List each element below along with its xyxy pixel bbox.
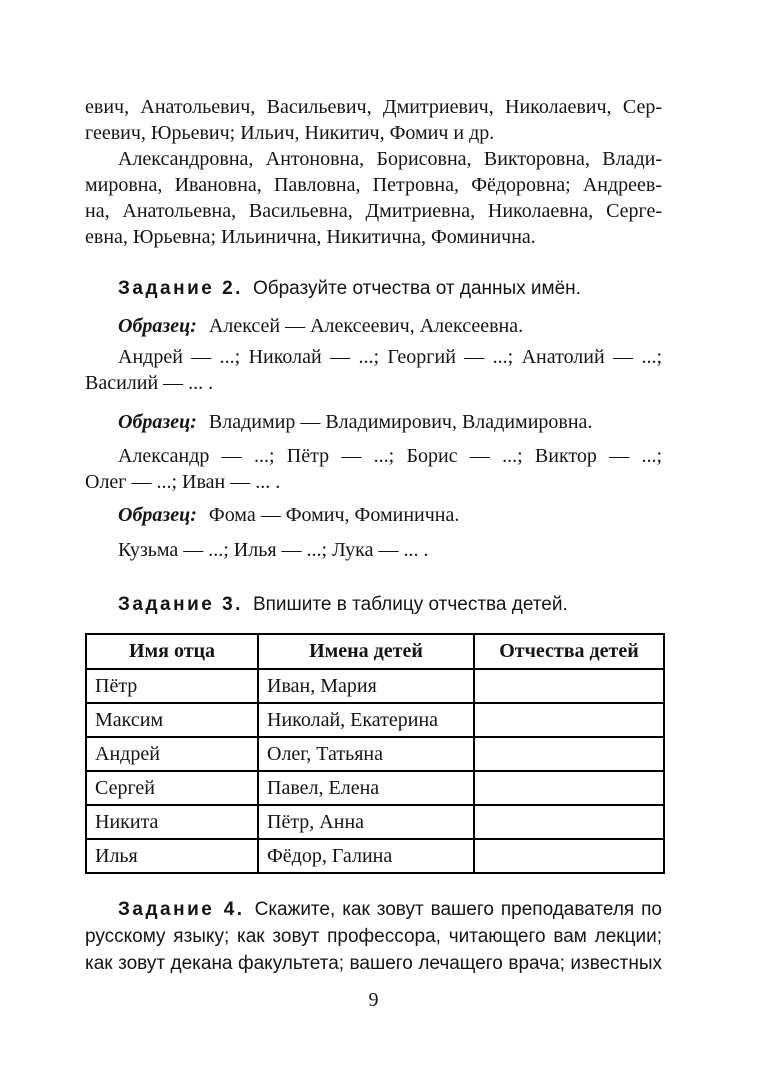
task4-label: Задание 4. xyxy=(118,899,245,920)
table-cell-empty xyxy=(474,737,664,771)
table-cell: Иван, Мария xyxy=(258,669,474,703)
table-cell: Андрей xyxy=(86,737,258,771)
task2-instruction: Образуйте отчества от данных имён. xyxy=(252,278,581,299)
table-cell: Фёдор, Галина xyxy=(258,839,474,873)
exercise-line: Александр — ...; Пётр — ...; Борис — ...; Виктор — ...; xyxy=(118,445,662,467)
task4-text: Скажите, как зовут вашего преподавателя по xyxy=(254,899,662,920)
task4-heading xyxy=(85,896,662,923)
table-cell: Олег, Татьяна xyxy=(258,737,474,771)
table-cell: Николай, Екатерина xyxy=(258,703,474,737)
task3-heading xyxy=(85,592,662,618)
task2-label: Задание 2. xyxy=(118,278,243,299)
table-row xyxy=(86,703,664,737)
table-row xyxy=(86,669,664,703)
sample-line xyxy=(85,502,662,528)
exercise-line: Кузьма — ...; Илья — ...; Лука — ... . xyxy=(118,539,429,561)
sample-text: Владимир — Владимирович, Владимировна. xyxy=(208,411,593,433)
task4-paragraph xyxy=(85,896,662,977)
sample-label: Образец: xyxy=(118,504,197,526)
page-number: 9 xyxy=(368,989,379,1011)
task2-heading xyxy=(85,276,662,302)
table-row xyxy=(86,805,664,839)
page-content xyxy=(85,94,662,1012)
task3-instruction: Впишите в таблицу отчества детей. xyxy=(252,594,568,615)
table-cell: Павел, Елена xyxy=(258,771,474,805)
table-cell: Никита xyxy=(86,805,258,839)
exercise-names-3 xyxy=(85,537,662,563)
sample-text: Алексей — Алексеевич, Алексеевна. xyxy=(208,315,524,337)
body-text-line: на, Анатольевна, Васильевна, Дмитриевна, Николаевна, Серге- xyxy=(85,200,662,222)
exercise-names-2 xyxy=(85,443,662,495)
table-cell-empty xyxy=(474,771,664,805)
sample-text: Фома — Фомич, Фоминична. xyxy=(208,504,460,526)
table-cell-empty xyxy=(474,805,664,839)
table-cell: Максим xyxy=(86,703,258,737)
task4-text-line: как зовут декана факультета; вашего лечащего врача; известных xyxy=(85,953,662,974)
sample-line xyxy=(85,409,662,435)
table-header-row xyxy=(86,634,664,669)
body-text-line: Александровна, Антоновна, Борисовна, Викторовна, Влади- xyxy=(118,148,662,170)
body-text-line: евна, Юрьевна; Ильинична, Никитична, Фоминична. xyxy=(85,226,536,248)
sample-line xyxy=(85,313,662,339)
table-row xyxy=(86,737,664,771)
sample-label: Образец: xyxy=(118,411,197,433)
table-cell-empty xyxy=(474,703,664,737)
body-text-line: геевич, Юрьевич; Ильич, Никитич, Фомич и др. xyxy=(85,122,495,144)
patronymics-table xyxy=(85,633,665,874)
table-row xyxy=(86,839,664,873)
exercise-line: Андрей — ...; Николай — ...; Георгий — ...; Анатолий — ...; xyxy=(118,346,662,368)
sample-label: Образец: xyxy=(118,315,197,337)
table-row xyxy=(86,771,664,805)
table-cell: Илья xyxy=(86,839,258,873)
table-cell-empty xyxy=(474,669,664,703)
table-header-cell: Имя отца xyxy=(86,634,258,669)
table-cell-empty xyxy=(474,839,664,873)
table-cell: Пётр, Анна xyxy=(258,805,474,839)
table-header-cell: Имена детей xyxy=(258,634,474,669)
exercise-names-1 xyxy=(85,344,662,396)
task3-label: Задание 3. xyxy=(118,594,243,615)
paragraph-feminine-patronymics xyxy=(85,146,662,250)
table-header-cell: Отчества детей xyxy=(474,634,664,669)
paragraph-masculine-patronymics xyxy=(85,94,662,146)
body-text-line: евич, Анатольевич, Васильевич, Дмитриевич, Николаевич, Сер- xyxy=(85,96,662,118)
table-cell: Сергей xyxy=(86,771,258,805)
exercise-line: Олег — ...; Иван — ... . xyxy=(85,471,281,493)
table-cell: Пётр xyxy=(86,669,258,703)
body-text-line: мировна, Ивановна, Павловна, Петровна, Фёдоровна; Андреев- xyxy=(85,174,662,196)
exercise-line: Василий — ... . xyxy=(85,372,214,394)
task4-text-line: русскому языку; как зовут профессора, читающего вам лекции; xyxy=(85,926,662,947)
